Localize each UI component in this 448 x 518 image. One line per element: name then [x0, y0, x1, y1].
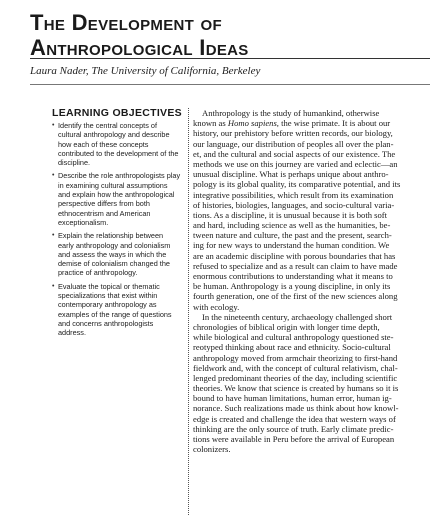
objective-item — [52, 231, 182, 277]
body-line: and hard, including science as well as the humanities, be- — [193, 220, 391, 231]
objective-text — [58, 121, 182, 167]
title-line-1: The Development of — [30, 10, 222, 35]
body-line: fieldwork and, with the concept of cultural relativism, chal- — [193, 362, 398, 373]
objective-line: cultural anthropology and describe — [58, 130, 170, 140]
body-line: fourth generation, one of the first of the new sciences along — [193, 291, 398, 302]
body-line: with ecology. — [193, 301, 240, 312]
bullet-icon: • — [52, 282, 55, 290]
objective-line: Identify the central concepts of — [58, 121, 157, 130]
body-line: while biological and cultural anthropology questioned ste- — [193, 332, 394, 343]
objective-line: contemporary anthropology as — [58, 300, 157, 310]
body-line: pology is its global quality, its comparative potential, and its — [193, 179, 401, 190]
body-line: be human. Anthropology is a young discipline, in only its — [193, 281, 391, 292]
body-line: ing for new ways to understand the human condition. We — [193, 240, 390, 251]
bullet-icon: • — [52, 172, 55, 180]
objective-line: Explain the relationship between — [58, 231, 164, 241]
objective-line: exceptionalism. — [58, 217, 109, 227]
body-line: Anthropology is the study of humankind, otherwise — [202, 108, 380, 118]
body-line: enormous contributions to understanding what it means to — [193, 271, 393, 281]
objective-item — [52, 282, 182, 338]
objective-text — [58, 231, 182, 277]
body-line: norance. Such realizations made us think about how knowl- — [193, 403, 399, 414]
byline-rule — [30, 84, 430, 85]
body-line: integrative possibilities, which result from its examination — [193, 189, 394, 200]
objective-text — [58, 282, 182, 338]
bullet-icon: • — [52, 122, 55, 129]
body-line: thinking are the only source of truth. Early climate predic- — [193, 423, 394, 434]
objective-line: perspective differs from both — [58, 199, 150, 209]
objective-line: specializations that exist within — [58, 291, 158, 301]
bullet-icon: • — [52, 232, 55, 240]
objective-line: Describe the role anthropologists play — [58, 171, 181, 181]
author-byline: Laura Nader, The University of California, Berkeley — [30, 65, 261, 77]
objective-line: discipline. — [58, 158, 91, 168]
body-line: theories. We know that science is created by humans so it is — [193, 383, 399, 394]
objective-line: demise of colonialism changed the — [58, 259, 170, 269]
body-line: et, and the cultural and social aspects of our existence. The — [193, 148, 396, 159]
body-line: of histories, biologies, languages, and socio-cultural varia- — [193, 199, 395, 210]
body-line: tions. As a discipline, it is unusual because it is both soft — [193, 209, 388, 220]
objective-line: how each of these concepts — [58, 139, 149, 149]
body-line: lenged predominant theories of the day, including scientific — [193, 372, 398, 383]
objective-line: early anthropology and colonialism — [58, 240, 171, 250]
objective-text — [58, 171, 182, 227]
objective-line: ethnocentrism and American — [58, 208, 151, 218]
body-line: refused to specialize and as a result can claim to have made — [193, 260, 398, 271]
objective-line: and explain how the anthropological — [58, 190, 175, 200]
column-divider — [188, 108, 189, 515]
learning-objectives-panel — [52, 107, 182, 342]
body-line: methods we use on this journey are varied and eclectic—an — [193, 158, 398, 169]
body-line: reotyped thinking about race and ethnicity. Socio-cultural — [193, 342, 391, 353]
body-line: bound to have human limitations, human error, human ig- — [193, 393, 392, 404]
body-line: known as Homo sapiens, the wise primate. It is about our — [193, 118, 391, 129]
objective-line: and assess the ways in which the — [58, 249, 167, 259]
title-line-2: Anthropological Ideas — [30, 35, 249, 60]
objective-line: address. — [58, 328, 86, 338]
body-line: our language, our distribution of peoples all over the plan- — [193, 138, 394, 149]
body-line: colonizers. — [193, 444, 231, 455]
article-title — [30, 10, 430, 60]
learning-objectives-heading: LEARNING OBJECTIVES — [52, 107, 182, 119]
body-text — [193, 108, 423, 454]
body-line: edge is created and challenge the idea that western ways of — [193, 413, 396, 424]
title-rule — [30, 58, 430, 59]
body-line: chronologies of biblical origin with longer time depth, — [193, 321, 380, 332]
body-line: history, our prehistory before written records, our biology, — [193, 128, 393, 139]
objective-line: and concerns anthropologists — [58, 318, 154, 328]
body-line: In the nineteenth century, archaeology challenged short — [202, 311, 393, 322]
body-line: anthropology moved from armchair theorizing to first-hand — [193, 352, 398, 363]
objective-line: contributed to the development of the — [58, 148, 179, 158]
emphasized-term: Homo sapiens — [227, 118, 277, 129]
objective-line: in examining cultural assumptions — [58, 180, 168, 190]
objective-item — [52, 171, 182, 227]
objective-line: examples of the range of questions — [58, 309, 172, 319]
objective-line: Evaluate the topical or thematic — [58, 281, 160, 291]
objective-line: practice of anthropology. — [58, 268, 138, 278]
body-line: are an academic discipline with porous boundaries that has — [193, 250, 396, 261]
objectives-list — [52, 121, 182, 338]
body-line: unusual discipline. What is perhaps unique about anthro- — [193, 169, 389, 180]
body-line: tween nature and culture, the past and the present, search- — [193, 230, 392, 241]
objective-item — [52, 121, 182, 167]
body-line: tions were available in Peru before the arrival of European — [193, 434, 395, 444]
